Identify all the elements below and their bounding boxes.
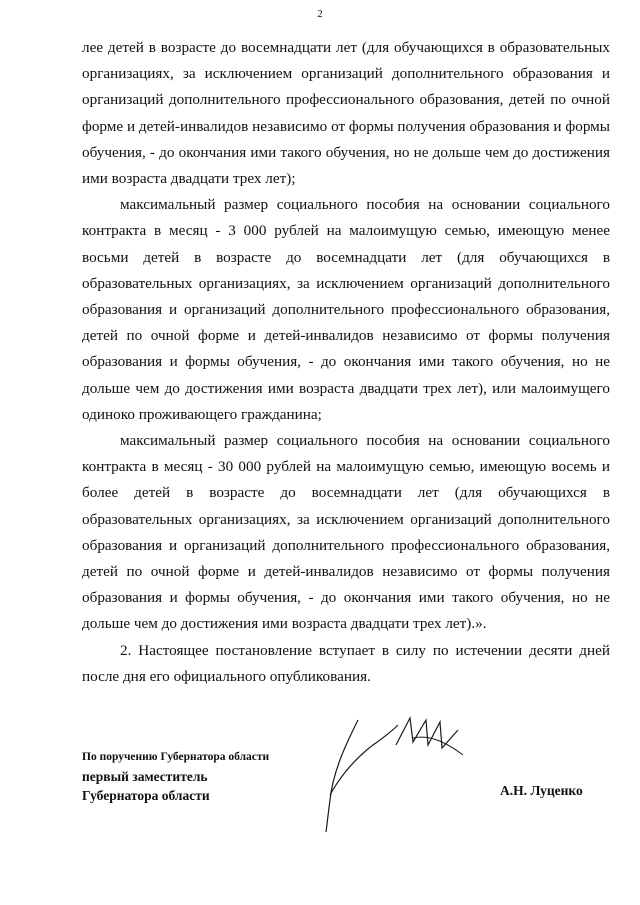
paragraph-benefit-3000: максимальный размер социального пособия на основании социального контракта в месяц - 3 000 рублей на малоимущую семью, имеющую менее восьми детей в возрасте до восемнадцати лет (для обучающихся в образовательных организациях, за исключением организаций дополнительного образования и организаций дополнительного профессионального образования, детей по очной форме и детей-инвалидов независимо от формы получения образования и формы обучения, - до окончания ими такого обучения, но не дольше чем до достижения ими возраста двадцати трех лет), или малоимущего одиноко проживающего гражданина; xyxy=(82,196,610,423)
page-number: 2 xyxy=(317,8,323,20)
signature-title-line: Губернатора области xyxy=(82,788,210,803)
document-body xyxy=(82,35,610,690)
paragraph-effective-date: 2. Настоящее постановление вступает в силу по истечении десяти дней после дня его официального опубликования. xyxy=(82,641,610,685)
signature-authority-line: По поручению Губернатора области xyxy=(82,751,270,763)
handwritten-signature xyxy=(318,700,468,835)
signature-position-line: первый заместитель xyxy=(82,769,208,784)
signature-block xyxy=(82,748,269,805)
paragraph-continuation: лее детей в возрасте до восемнадцати лет (для обучающихся в образовательных организациях, за исключением организаций дополнительного образования и организаций дополнительного профессионального образования, детей по очной форме и детей-инвалидов независимо от формы получения образования и формы обучения, - до окончания ими такого обучения, но не дольше чем до достижения ими возраста двадцати трех лет); xyxy=(82,39,610,188)
paragraph-benefit-30000: максимальный размер социального пособия на основании социального контракта в месяц - 30 000 рублей на малоимущую семью, имеющую восемь и более детей в возрасте до восемнадцати лет (для обучающихся в образовательных организациях, за исключением организаций дополнительного образования и организаций дополнительного профессионального образования, детей по очной форме и детей-инвалидов независимо от формы получения образования и формы обучения, - до окончания ими такого обучения, но не дольше чем до достижения ими возраста двадцати трех лет).». xyxy=(82,432,610,633)
signatory-name: А.Н. Луценко xyxy=(500,783,583,798)
